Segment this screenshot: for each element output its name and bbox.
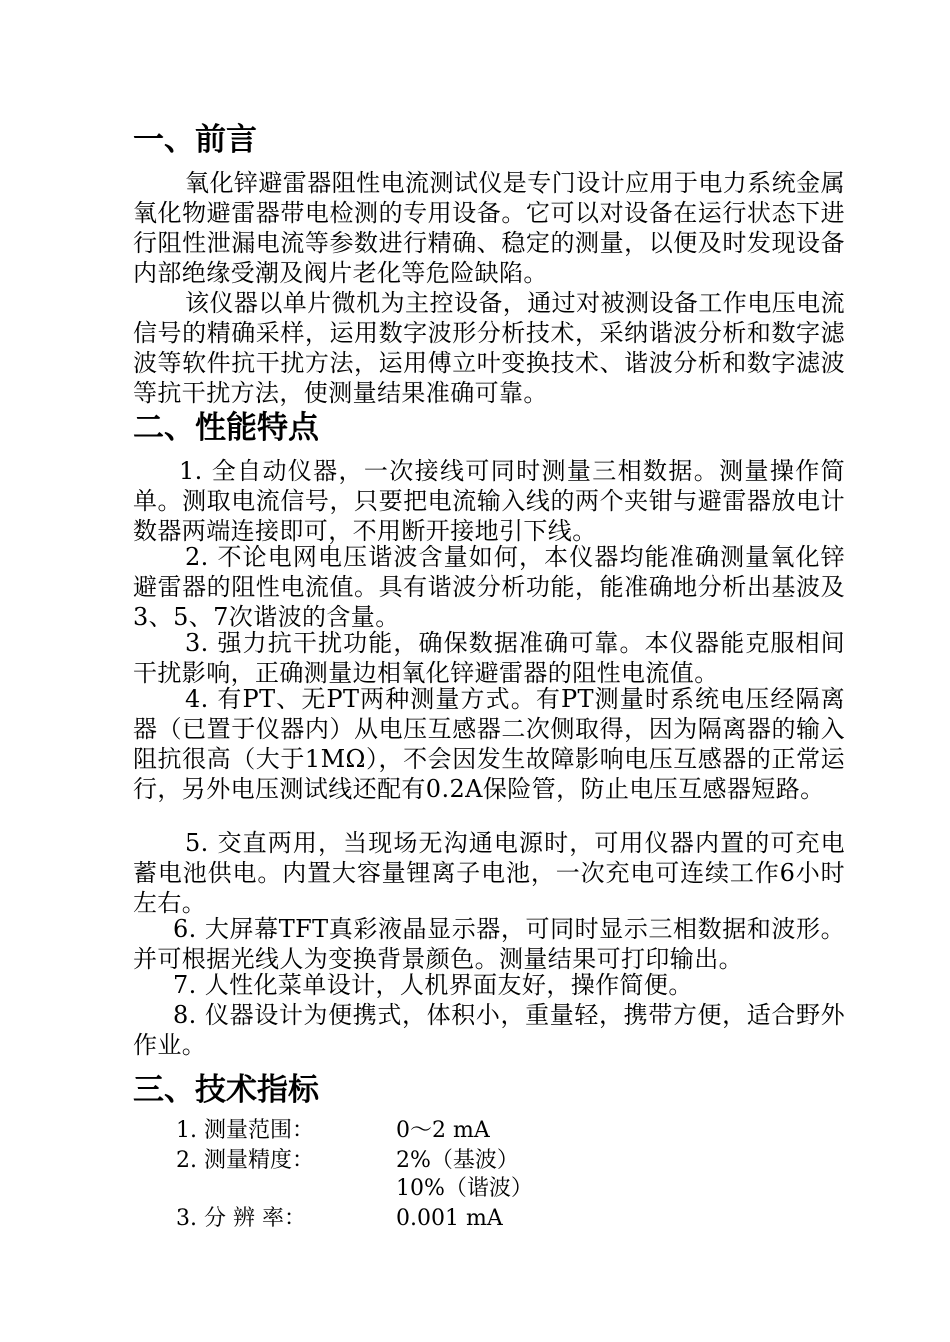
section-title-features: 二、性能特点 xyxy=(133,410,319,446)
spec-value: 10%（谐波） xyxy=(396,1176,533,1201)
feature-item-4: 4. 有PT、无PT两种测量方式。有PT测量时系统电压经隔离器（已置于仪器内）从电压互感器二次侧取得，因为隔离器的输入阻抗很高（大于1MΩ），不会因发生故障影响电压互感器的正常运行，另外电压测试线还配有0.2A保险管，防止电压互感器短路。 xyxy=(133,685,845,803)
feature-item-5: 5. 交直两用，当现场无沟通电源时，可用仪器内置的可充电蓄电池供电。内置大容量锂离子电池，一次充电可连续工作6小时左右。 xyxy=(133,829,845,917)
spec-value: 2%（基波） xyxy=(396,1148,519,1173)
intro-paragraph-2: 该仪器以单片微机为主控设备，通过对被测设备工作电压电流信号的精确采样，运用数字波形分析技术，采纳谐波分析和数字滤波等软件抗干扰方法，运用傅立叶变换技术、谐波分析和数字滤波等抗干扰方法，使测量结果准确可靠。 xyxy=(133,289,845,407)
feature-item-1: 1. 全自动仪器，一次接线可同时测量三相数据。测量操作简单。测取电流信号，只要把电流输入线的两个夹钳与避雷器放电计数器两端连接即可，不用断开接地引下线。 xyxy=(133,457,845,545)
spec-label: 1. 测量范围： xyxy=(176,1118,314,1143)
feature-item-7: 7. 人性化菜单设计，人机界面友好，操作简便。 xyxy=(173,971,693,999)
spec-value: 0～2 mA xyxy=(396,1118,490,1143)
section-title-specs: 三、技术指标 xyxy=(133,1072,319,1108)
feature-item-8: 8. 仪器设计为便携式，体积小，重量轻，携带方便，适合野外作业。 xyxy=(133,1001,845,1059)
feature-item-6: 6. 大屏幕TFT真彩液晶显示器，可同时显示三相数据和波形。并可根据光线人为变换背景颜色。测量结果可打印输出。 xyxy=(133,915,845,973)
feature-item-2: 2. 不论电网电压谐波含量如何，本仪器均能准确测量氧化锌避雷器的阻性电流值。具有谐波分析功能，能准确地分析出基波及3、5、7次谐波的含量。 xyxy=(133,543,845,631)
spec-label: 3. 分 辨 率： xyxy=(176,1206,306,1231)
intro-paragraph-1: 氧化锌避雷器阻性电流测试仪是专门设计应用于电力系统金属氧化物避雷器带电检测的专用设备。它可以对设备在运行状态下进行阻性泄漏电流等参数进行精确、稳定的测量，以便及时发现设备内部绝缘受潮及阀片老化等危险缺陷。 xyxy=(133,169,845,287)
spec-label: 2. 测量精度： xyxy=(176,1148,314,1173)
spec-value: 0.001 mA xyxy=(396,1206,503,1231)
feature-item-3: 3. 强力抗干扰功能，确保数据准确可靠。本仪器能克服相间干扰影响，正确测量边相氧化锌避雷器的阻性电流值。 xyxy=(133,629,845,687)
section-title-intro: 一、前言 xyxy=(133,122,257,158)
